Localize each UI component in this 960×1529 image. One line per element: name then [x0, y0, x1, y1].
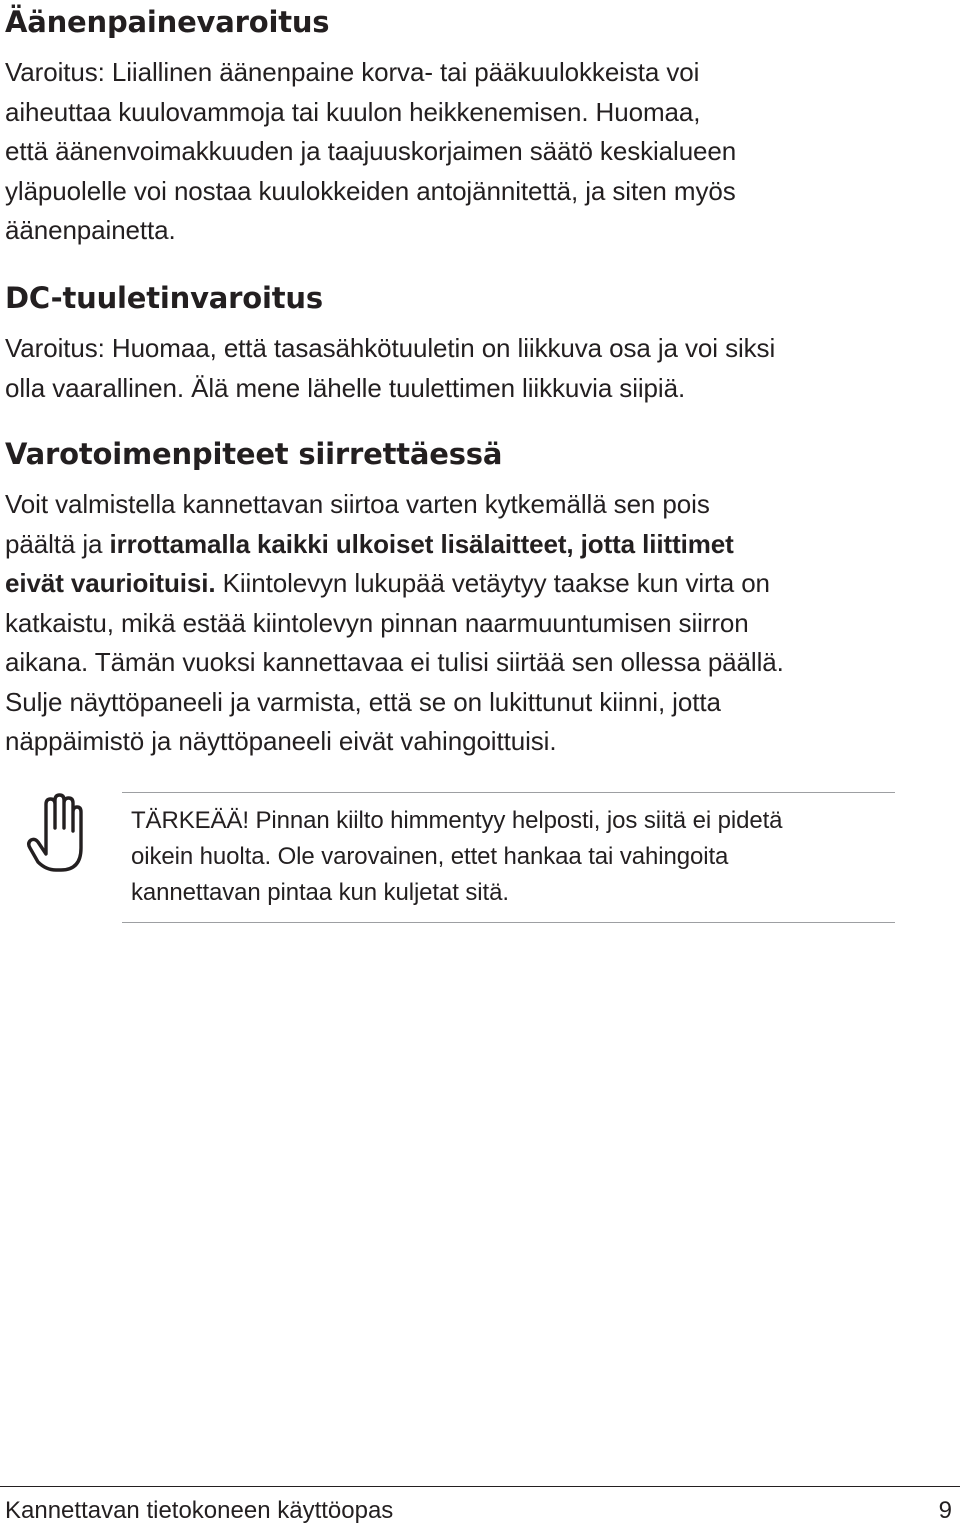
- note-divider-top: [122, 792, 895, 793]
- important-note: [0, 792, 960, 927]
- section-body-transport-precautions: [5, 485, 950, 762]
- body-line: että äänenvoimakkuuden ja taajuuskorjaimen säätö keskialueen: [5, 136, 737, 166]
- body-line: näppäimistö ja näyttöpaneeli eivät vahingoittuisi.: [5, 726, 557, 756]
- section-title-dc-fan-warning: DC-tuuletinvaroitus: [5, 281, 323, 315]
- section-body-sound-pressure-warning: [5, 53, 950, 251]
- body-text: Kiintolevyn lukupää vetäytyy taakse kun virta on: [215, 568, 770, 598]
- body-line: aikana. Tämän vuoksi kannettavaa ei tulisi siirtää sen ollessa päällä.: [5, 647, 784, 677]
- body-line: [5, 564, 950, 604]
- body-line: [5, 525, 950, 565]
- body-line: yläpuolelle voi nostaa kuulokkeiden antojännitettä, ja siten myös: [5, 175, 736, 206]
- body-line: Voit valmistella kannettavan siirtoa varten kytkemällä sen pois: [5, 489, 710, 519]
- body-line: Sulje näyttöpaneeli ja varmista, että se on lukittunut kiinni, jotta: [5, 686, 721, 717]
- section-body-dc-fan-warning: [5, 329, 950, 408]
- body-text: päältä ja: [5, 528, 110, 559]
- footer-divider: [0, 1486, 960, 1487]
- section-title-sound-pressure-warning: Äänenpainevaroitus: [5, 5, 330, 39]
- note-text: [131, 803, 782, 911]
- body-text-bold: irrottamalla kaikki ulkoiset lisälaitteet, jotta liittimet: [109, 528, 734, 559]
- raised-hand-icon: [26, 792, 84, 874]
- page-footer: [0, 1486, 960, 1529]
- section-title-transport-precautions: Varotoimenpiteet siirrettäessä: [5, 437, 503, 471]
- body-line: Varoitus: Liiallinen äänenpaine korva- tai pääkuulokkeista voi: [5, 57, 700, 87]
- body-line: olla vaarallinen. Älä mene lähelle tuulettimen liikkuvia siipiä.: [5, 372, 686, 403]
- note-line: TÄRKEÄÄ! Pinnan kiilto himmentyy helposti, jos siitä ei pidetä: [131, 807, 783, 834]
- body-text-bold: eivät vaurioituisi.: [5, 568, 216, 598]
- body-line: Varoitus: Huomaa, että tasasähkötuuletin on liikkuva osa ja voi siksi: [5, 333, 776, 363]
- footer-manual-title: Kannettavan tietokoneen käyttöopas: [5, 1497, 394, 1524]
- note-divider-bottom: [122, 922, 895, 923]
- body-line: katkaistu, mikä estää kiintolevyn pinnan naarmuuntumisen siirron: [5, 607, 749, 638]
- body-line: äänenpainetta.: [5, 215, 176, 245]
- page-number: 9: [938, 1497, 952, 1524]
- body-line: aiheuttaa kuulovammoja tai kuulon heikkenemisen. Huomaa,: [5, 96, 701, 127]
- note-line: kannettavan pintaa kun kuljetat sitä.: [131, 879, 509, 906]
- note-line: oikein huolta. Ole varovainen, ettet hankaa tai vahingoita: [131, 843, 729, 870]
